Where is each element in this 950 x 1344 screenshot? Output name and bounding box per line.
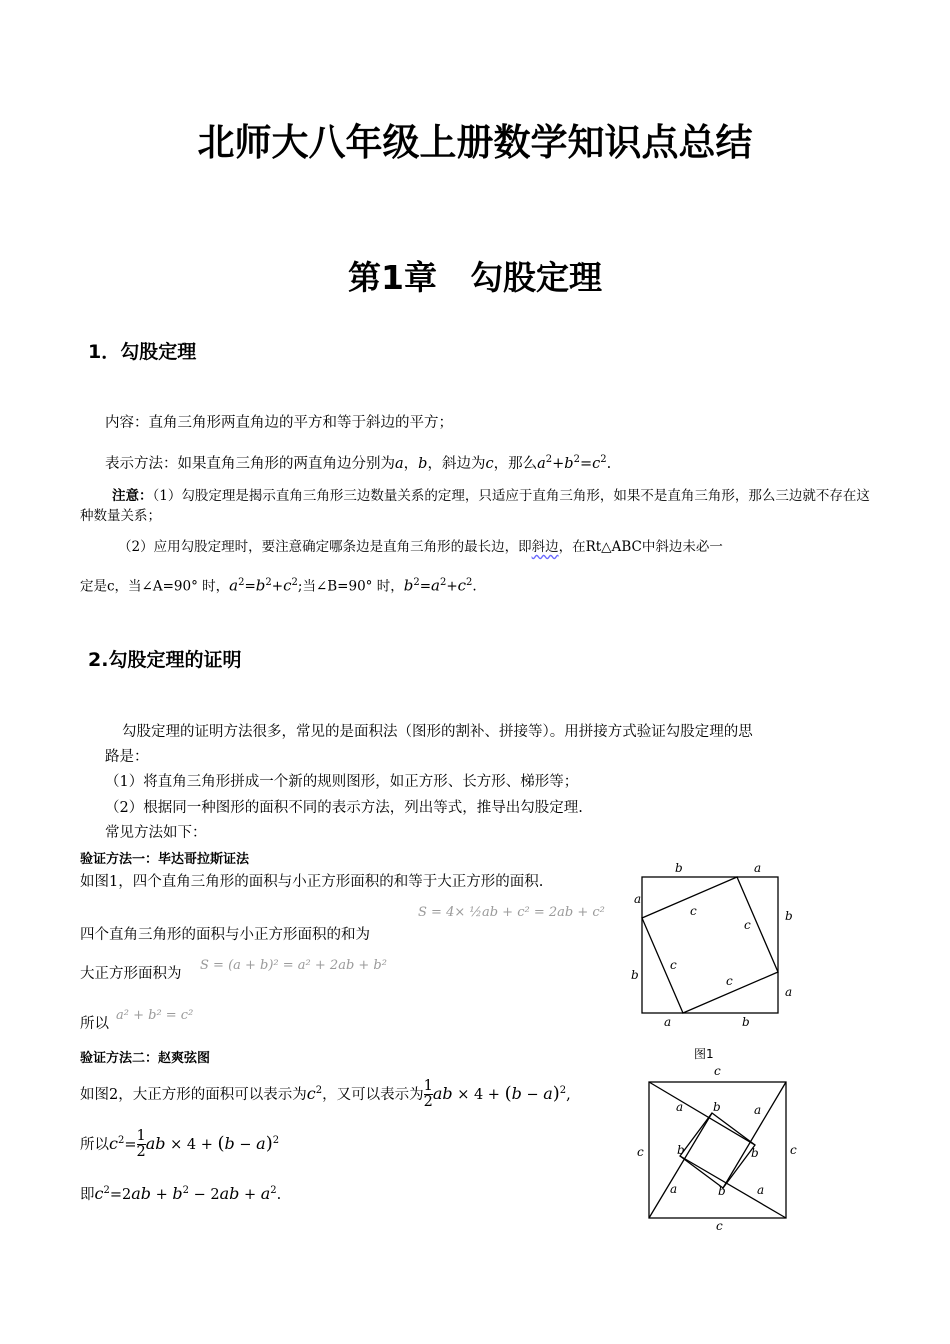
- fig1-label: b: [631, 968, 639, 982]
- method-1-formula-1: S = 4× ½ab + c² = 2ab + c²: [418, 905, 605, 920]
- fig1-label: c: [670, 958, 677, 972]
- proof-intro-1: 勾股定理的证明方法很多，常见的是面积法（图形的割补、拼接等）。用拼接方式验证勾股定理的思: [122, 724, 753, 740]
- fig1-label: c: [744, 918, 751, 932]
- proof-step-1: （1）将直角三角形拼成一个新的规则图形，如正方形、长方形、梯形等；: [105, 774, 579, 790]
- fig2-label: a: [757, 1183, 765, 1197]
- method-1-formula-2: S = (a + b)² = a² + 2ab + b²: [200, 958, 387, 973]
- fig2-label: b: [713, 1100, 721, 1114]
- method-2-line-1: 如图2，大正方形的面积可以表示为$c^2$，又可以表示为 $\frac{1}{2}$ ab × $4 + (b - a)^2$,: [80, 1078, 571, 1111]
- fig1-label: b: [785, 909, 793, 923]
- method-2-line-3: 即$c^2=2ab + b^2 - 2ab + a^2$.: [80, 1183, 282, 1203]
- fig2-label: c: [637, 1145, 644, 1159]
- proof-intro-2: 路是：: [105, 749, 149, 765]
- fig2-label: b: [751, 1146, 759, 1160]
- fig2-label: b: [718, 1184, 726, 1198]
- figure-1-inner-square: [642, 877, 778, 1013]
- fig1-label: a: [785, 985, 793, 999]
- fig1-label: c: [690, 904, 697, 918]
- proof-common: 常见方法如下：: [105, 825, 207, 841]
- note-line-3: 定是c，当∠A=90° 时，$a^2=b^2+c^2$;当∠B=90° 时，$b^2=a^2+c^2$.: [80, 576, 477, 595]
- figure-2: [630, 1063, 810, 1233]
- method-1-formula-3: a² + b² = c²: [116, 1008, 194, 1023]
- note-paragraph: 注意：（1）勾股定理是揭示直角三角形三边数量关系的定理，只适应于直角三角形，如果不是直角三角形，那么三边就不存在这种数量关系；: [80, 488, 870, 524]
- fig1-label: c: [726, 974, 733, 988]
- fig1-label: a: [754, 861, 762, 875]
- method-1-line-1: 如图1，四个直角三角形的面积与小正方形面积的和等于大正方形的面积.: [80, 874, 544, 890]
- doc-title: 北师大八年级上册数学知识点总结: [197, 121, 753, 164]
- section-1-heading: 1．勾股定理: [88, 341, 197, 363]
- fig2-label: c: [716, 1219, 723, 1233]
- fig2-label: a: [670, 1182, 678, 1196]
- method-2-title: 验证方法二：赵爽弦图: [80, 1051, 211, 1066]
- section-2-heading: 2.勾股定理的证明: [88, 649, 242, 671]
- fig1-label: b: [675, 861, 683, 875]
- chapter-title: 第1章 勾股定理: [348, 258, 602, 297]
- note-line-2: （2）应用勾股定理时，要注意确定哪条边是直角三角形的最长边，即斜边，在Rt△ABC中斜边未必一: [118, 539, 723, 555]
- fig2-label: c: [714, 1064, 721, 1078]
- method-1-line-4: 所以: [80, 1016, 109, 1032]
- theorem-content: 内容：直角三角形两直角边的平方和等于斜边的平方；: [105, 415, 453, 431]
- fig2-label: a: [754, 1103, 762, 1117]
- figure-1: [620, 855, 800, 1035]
- proof-step-2: （2）根据同一种图形的面积不同的表示方法，列出等式，推导出勾股定理.: [105, 800, 583, 816]
- fig1-label: a: [664, 1015, 672, 1029]
- fig2-label: c: [790, 1143, 797, 1157]
- fig1-label: b: [742, 1015, 750, 1029]
- theorem-representation: 表示方法：如果直角三角形的两直角边分别为a，b，斜边为c，那么$a^2+b^2=c^2$.: [105, 454, 612, 472]
- figure-2-inner-square: [680, 1113, 755, 1188]
- figure-1-outer-square: [642, 877, 778, 1013]
- fig1-label: a: [634, 892, 642, 906]
- fig2-label: b: [677, 1143, 685, 1157]
- method-2-line-2: 所以$c^2=$ $\frac{1}{2}$ ab × $4 + (b - a)^2$: [80, 1128, 280, 1161]
- method-1-line-3: 大正方形面积为: [80, 966, 182, 982]
- method-1-line-2: 四个直角三角形的面积与小正方形面积的和为: [80, 927, 370, 943]
- fig2-label: a: [676, 1100, 684, 1114]
- method-1-title: 验证方法一：毕达哥拉斯证法: [80, 852, 250, 867]
- figure-1-caption: 图1: [694, 1047, 714, 1061]
